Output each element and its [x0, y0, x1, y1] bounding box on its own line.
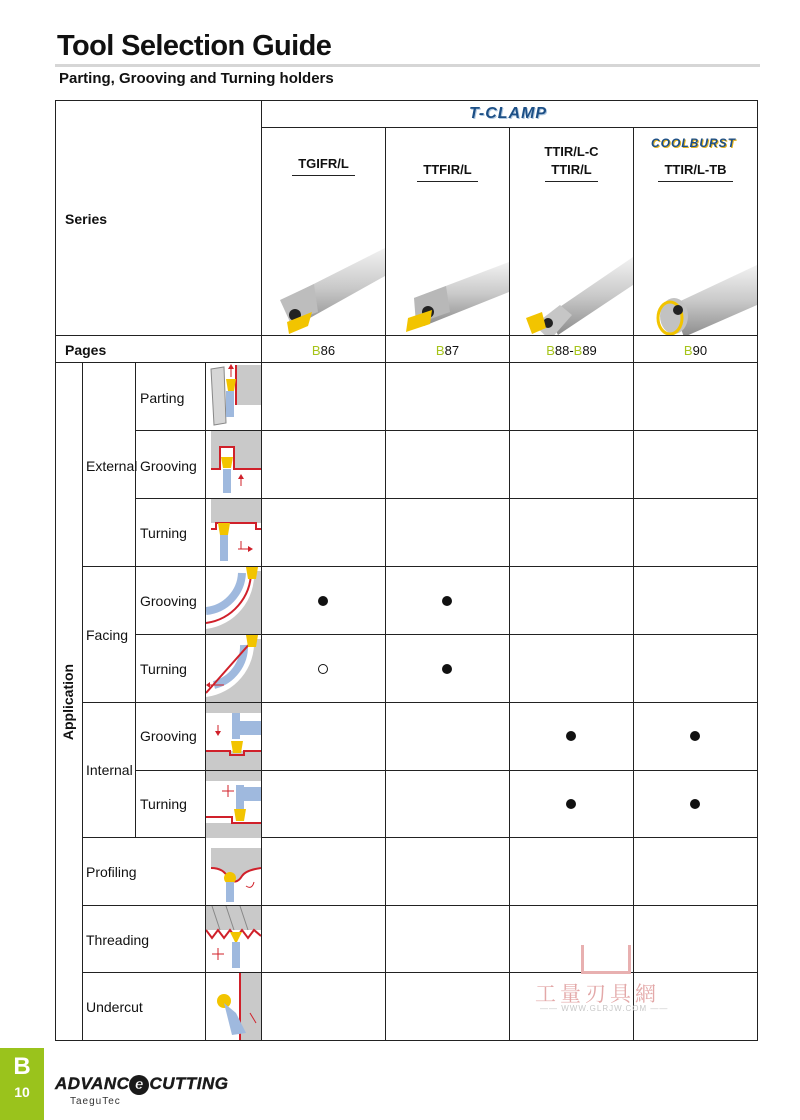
col-heading-ttir-tb: TTIR/L-TB: [634, 162, 757, 182]
diagram-threading-icon: [206, 906, 261, 973]
op-int-grooving: Grooving: [140, 728, 197, 744]
diagram-int-turning-icon: [206, 771, 261, 838]
diagram-profiling-icon: [206, 838, 261, 905]
watermark-text: 工量刃具網: [535, 983, 660, 1006]
page-ref-ttir-tb: B90: [683, 343, 708, 358]
group-threading: Threading: [86, 932, 150, 948]
brand-logo: ADVANC e CUTTING: [55, 1074, 229, 1093]
watermark-url: —— WWW.GLRJW.COM ——: [540, 1004, 669, 1013]
mark-ttir-c-int-grooving: [566, 731, 576, 741]
op-face-grooving: Grooving: [140, 593, 197, 609]
diagram-int-grooving-icon: [206, 703, 261, 770]
page-ref-ttir-c: B88-B89: [546, 343, 597, 358]
coolburst-logo: COOLBURST: [651, 136, 736, 150]
group-facing: Facing: [86, 627, 129, 643]
holder-ttir-tb-image: [634, 200, 757, 335]
page-number: 10: [14, 1084, 30, 1100]
op-ext-grooving: Grooving: [140, 458, 197, 474]
watermark-logo: [581, 945, 631, 974]
col-heading-ttir-c: TTIR/L-C TTIR/L: [510, 143, 633, 182]
selection-table: [55, 100, 758, 1041]
series-label: Series: [65, 211, 108, 227]
mark-ttir-c-int-turning: [566, 799, 576, 809]
mark-ttir-tb-int-grooving: [690, 731, 700, 741]
page-ref-tgifr: B86: [311, 343, 336, 358]
mark-ttfir-face-grooving: [442, 596, 452, 606]
holder-ttfir-image: [386, 200, 509, 335]
application-label: Application: [60, 663, 76, 741]
holder-ttir-c-image: [510, 200, 633, 335]
diagram-ext-grooving-icon: [206, 431, 261, 498]
col-heading-tgifr: TGIFR/L: [262, 156, 385, 176]
section-letter: B: [13, 1053, 31, 1080]
op-face-turning: Turning: [140, 661, 187, 677]
diagram-face-turning-icon: [206, 635, 261, 702]
group-undercut: Undercut: [86, 999, 143, 1015]
mark-tgifr-face-grooving: [318, 596, 328, 606]
brand-subtitle: TaeguTec: [70, 1096, 121, 1107]
group-external: External: [86, 458, 138, 474]
holder-tgifr-image: [262, 200, 385, 335]
diagram-ext-turning-icon: [206, 499, 261, 566]
title-rule: [55, 64, 760, 67]
page-subtitle: Parting, Grooving and Turning holders: [59, 70, 334, 87]
page-ref-ttfir: B87: [435, 343, 460, 358]
diagram-face-grooving-icon: [206, 567, 261, 634]
mark-tgifr-face-turning: [318, 664, 328, 674]
section-tab: [0, 1048, 44, 1120]
op-ext-turning: Turning: [140, 525, 187, 541]
mark-ttfir-face-turning: [442, 664, 452, 674]
diagram-ext-parting-icon: [206, 363, 261, 430]
tclamp-logo: T-CLAMP: [469, 105, 548, 122]
op-ext-parting: Parting: [140, 390, 185, 406]
op-int-turning: Turning: [140, 796, 187, 812]
group-profiling: Profiling: [86, 864, 137, 880]
col-heading-ttfir: TTFIR/L: [386, 162, 509, 182]
pages-label: Pages: [65, 342, 107, 358]
group-internal: Internal: [86, 762, 133, 778]
mark-ttir-tb-int-turning: [690, 799, 700, 809]
diagram-undercut-icon: [206, 973, 261, 1040]
page-title: Tool Selection Guide: [57, 30, 332, 62]
